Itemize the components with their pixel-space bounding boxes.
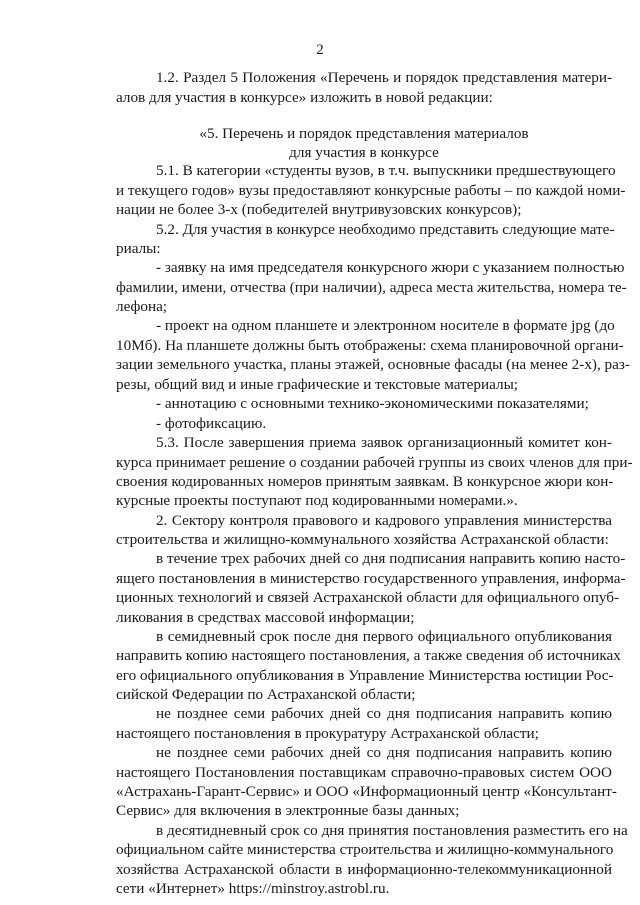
text-line: строительства и жилищно-коммунального хозяйства Астраханской области:: [116, 531, 609, 548]
text-line: в десятидневный срок со дня принятия постановления разместить его на: [156, 822, 628, 839]
text-line: 5.2. Для участия в конкурсе необходимо представить следующие мате-: [156, 221, 615, 238]
text-line: в семидневный срок после дня первого официального опубликования: [156, 628, 612, 645]
page-number: 2: [316, 42, 324, 58]
text-line: - проект на одном планшете и электронном носителе в формате jpg (до: [156, 317, 615, 334]
text-line: настоящего Постановления поставщикам справочно-правовых систем ООО: [116, 764, 612, 781]
text-line: 5.1. В категории «студенты вузов, в т.ч. выпускники предшествующего: [156, 162, 616, 179]
text-line: нации не более 3-х (победителей внутривузовских конкурсов);: [116, 201, 522, 218]
text-line: 10Мб). На планшете должны быть отображены: схема планировочной органи-: [116, 337, 624, 354]
text-line: курсные проекты поступают под кодированными номерами.».: [116, 492, 518, 509]
text-line: своения кодированных номеров принятым заявкам. В конкурсное жюри кон-: [116, 473, 614, 490]
text-line: хозяйства Астраханской области в информационно-телекоммуникационной: [116, 861, 612, 878]
text-line: зации земельного участка, планы этажей, основные фасады (на менее 2-х), раз-: [116, 356, 630, 373]
text-line: в течение трех рабочих дней со дня подписания направить копию насто-: [156, 550, 626, 567]
text-line: ящего постановления в министерство государственного управления, информа-: [116, 570, 626, 587]
text-line: официальном сайте министерства строительства и жилищно-коммунального: [116, 841, 614, 858]
text-line: риалы:: [116, 240, 161, 257]
text-line: - фотофиксацию.: [156, 415, 267, 432]
text-line: 2. Сектору контроля правового и кадрового управления министерства: [156, 512, 612, 529]
text-line: 1.2. Раздел 5 Положения «Перечень и порядок представления матери-: [156, 69, 612, 86]
text-line: ционных технологий и связей Астраханской области для официального опуб-: [116, 589, 620, 606]
text-line: резы, общий вид и иные графические и текстовые материалы;: [116, 376, 519, 393]
text-line: его официального опубликования в Управление Министерства юстиции Рос-: [116, 667, 614, 684]
section-heading-line: для участия в конкурсе: [289, 144, 439, 161]
text-line: не позднее семи рабочих дней со дня подписания направить копию: [156, 705, 612, 722]
text-line: алов для участия в конкурсе» изложить в новой редакции:: [116, 89, 493, 106]
text-line: «Астрахань-Гарант-Сервис» и ООО «Информационный центр «Консультант-: [116, 783, 617, 800]
section-heading-line: «5. Перечень и порядок представления материалов: [199, 125, 529, 142]
text-line: 5.3. После завершения приема заявок организационный комитет кон-: [156, 434, 612, 451]
text-line: лефона;: [116, 298, 168, 315]
text-line: - аннотацию с основными технико-экономическими показателями;: [156, 395, 589, 412]
text-line: настоящего постановления в прокуратуру Астраханской области;: [116, 725, 539, 742]
text-line: ликования в средствах массовой информации;: [116, 609, 415, 626]
text-line: не позднее семи рабочих дней со дня подписания направить копию: [156, 744, 612, 761]
text-line: курса принимает решение о создании рабочей группы из своих членов для при-: [116, 454, 633, 471]
text-line: - заявку на имя председателя конкурсного жюри с указанием полностью: [156, 259, 625, 276]
text-line: и текущего годов» вузы предоставляют конкурсные работы – по каждой номи-: [116, 182, 626, 199]
text-line: Сервис» для включения в электронные базы данных;: [116, 802, 460, 819]
text-line: сийской Федерации по Астраханской области;: [116, 686, 416, 703]
text-line: фамилии, имени, отчества (при наличии), адреса места жительства, номера те-: [116, 279, 627, 296]
text-line: направить копию настоящего постановления, а также сведения об источниках: [116, 647, 621, 664]
text-line: сети «Интернет» https://minstroy.astrobl.ru.: [116, 880, 390, 897]
